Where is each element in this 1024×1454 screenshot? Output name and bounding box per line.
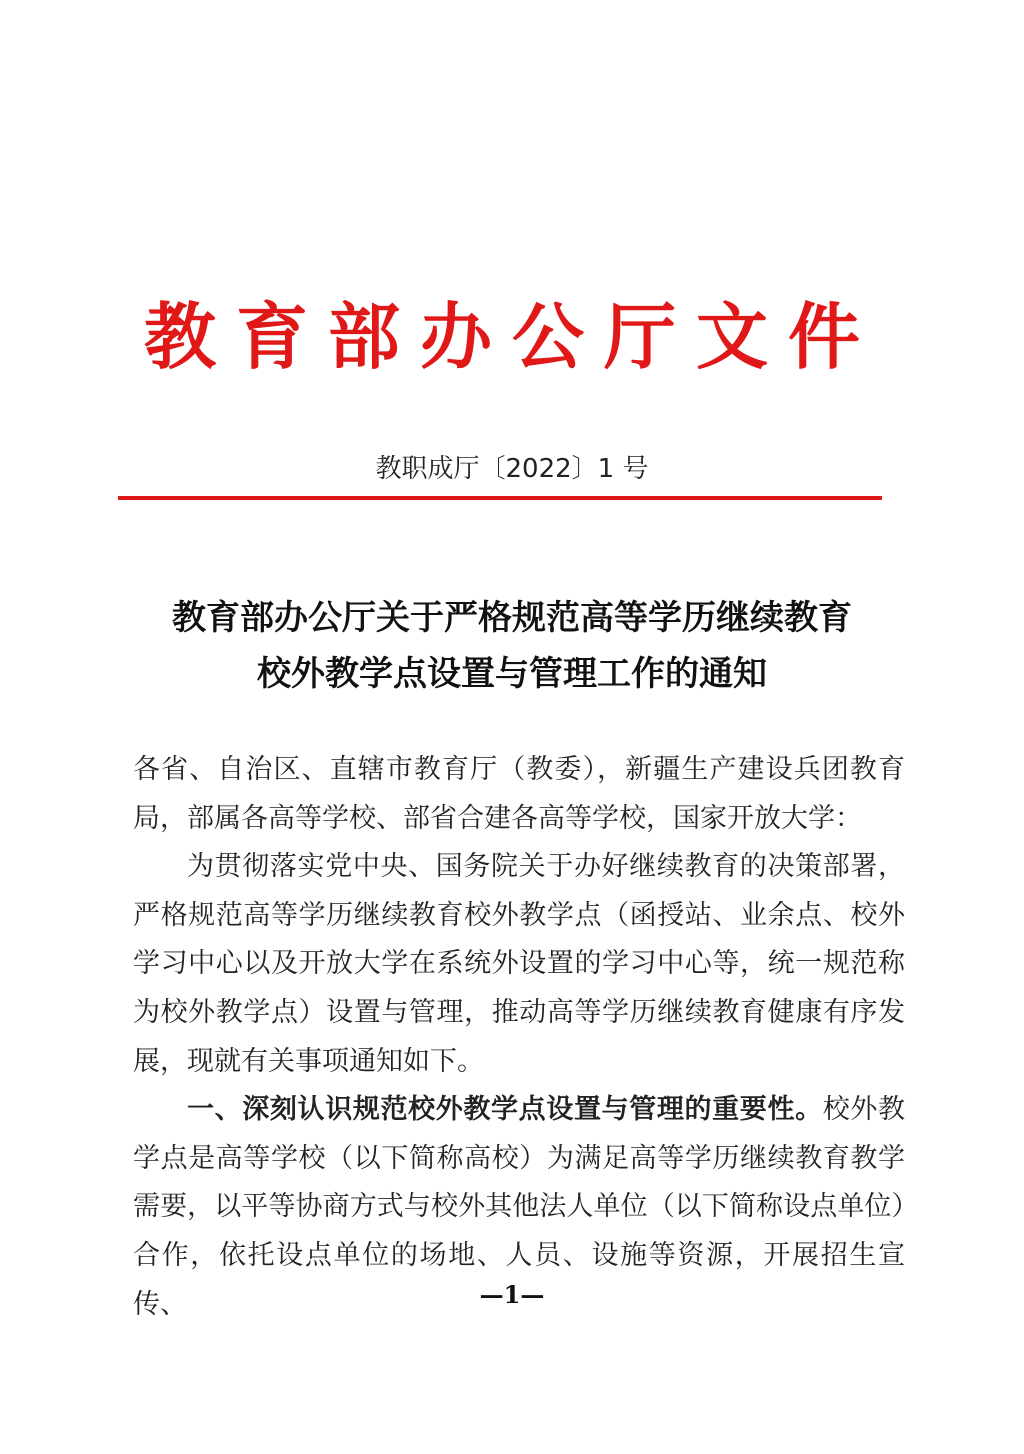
- document-number: 教职成厅〔2022〕1 号: [375, 454, 649, 484]
- red-divider-line: [118, 496, 882, 500]
- addressee-paragraph: 各省、自治区、直辖市教育厅（教委），新疆生产建设兵团教育局，部属各高等学校、部省合建各高等学校，国家开放大学：: [133, 754, 905, 834]
- document-body: [133, 746, 905, 1329]
- intro-paragraph: 为贯彻落实党中央、国务院关于办好继续教育的决策部署，严格规范高等学历继续教育校外教学点（函授站、业余点、校外学习中心以及开放大学在系统外设置的学习中心等，统一规范称为校外教学点）设置与管理，推动高等学历继续教育健康有序发展，现就有关事项通知如下。: [133, 851, 905, 1077]
- section-1-heading: 一、深刻认识规范校外教学点设置与管理的重要性。: [187, 1094, 823, 1126]
- title-line-1: 教育部办公厅关于严格规范高等学历继续教育: [172, 598, 852, 638]
- document-title: [100, 590, 924, 702]
- section-1-text: 校外教学点是高等学校（以下简称高校）为满足高等学历继续教育教学需要，以平等协商方式与校外其他法人单位（以下简称设点单位）合作，依托设点单位的场地、人员、设施等资源，开展招生宣传、: [133, 1094, 906, 1320]
- title-line-2: 校外教学点设置与管理工作的通知: [257, 654, 767, 694]
- masthead-title: 教育部办公厅文件: [143, 295, 880, 379]
- page-number: —1—: [479, 1280, 545, 1309]
